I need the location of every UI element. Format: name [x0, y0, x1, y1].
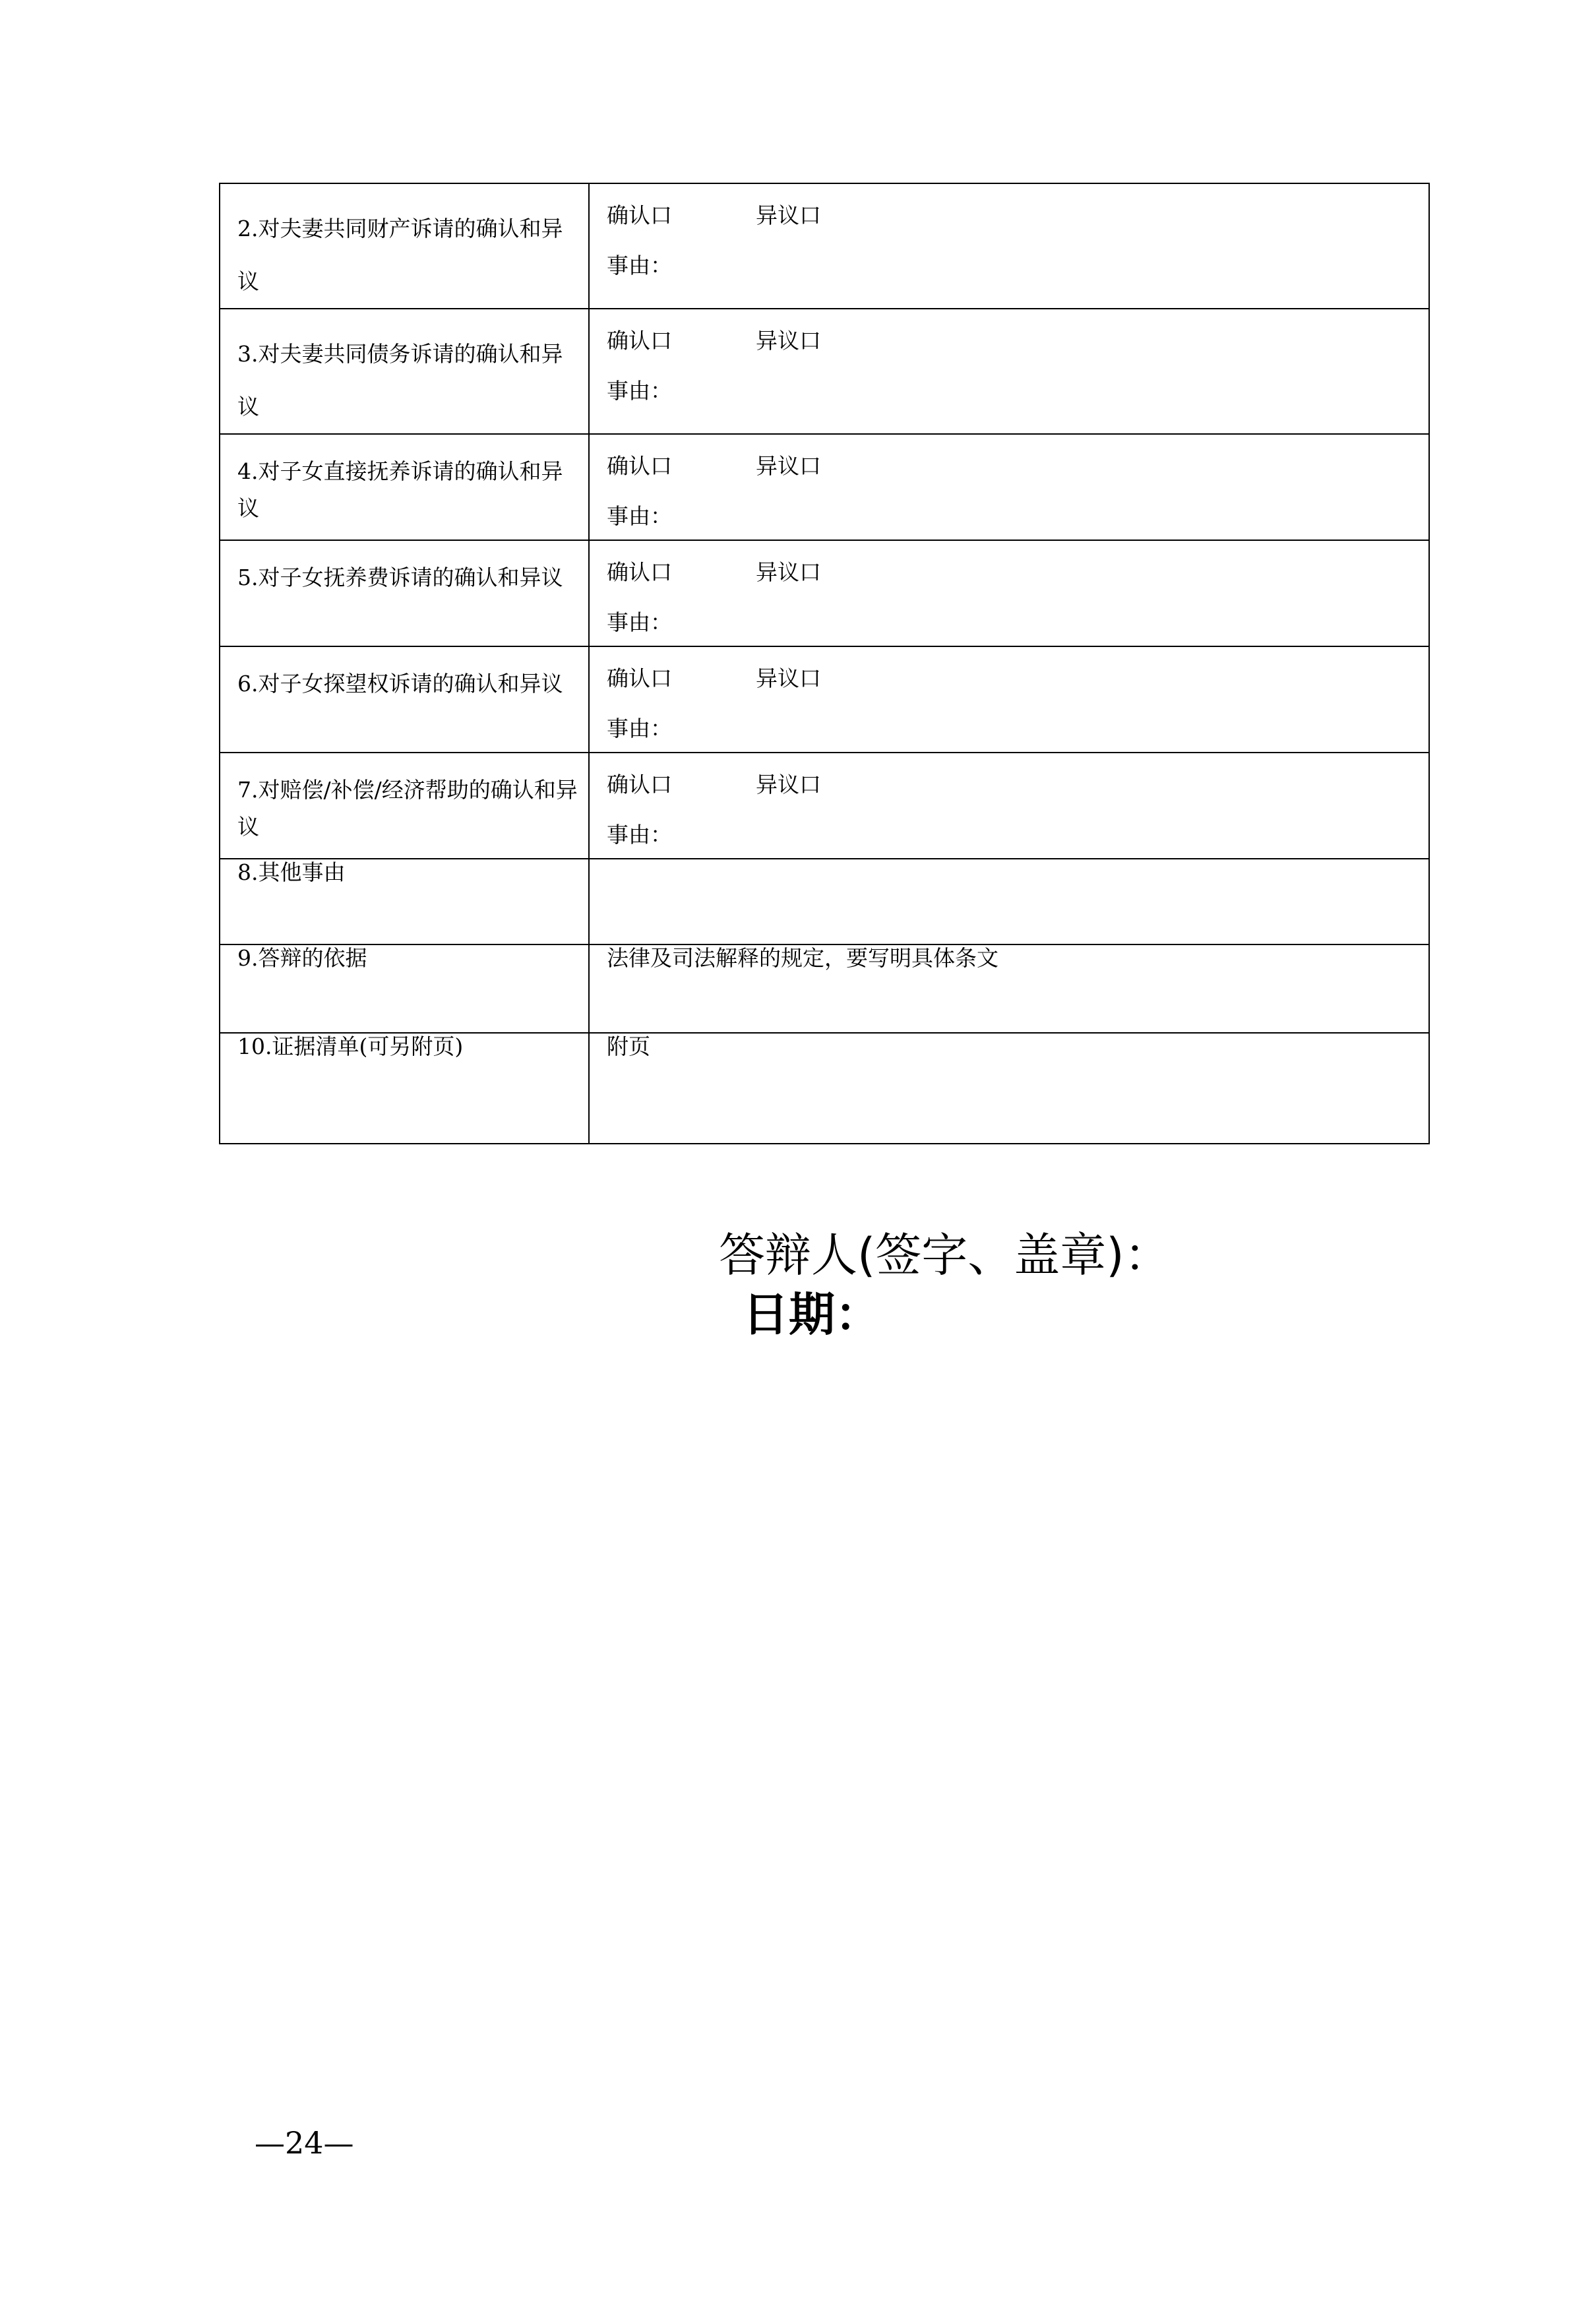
reason-field[interactable]: 事由： [607, 822, 672, 848]
other-reason-field[interactable] [589, 859, 1429, 944]
confirm-checkbox[interactable]: 确认口 [607, 202, 672, 228]
table-row [220, 183, 1429, 309]
reason-field[interactable]: 事由： [607, 378, 672, 404]
evidence-list-field[interactable] [589, 1033, 1429, 1144]
row-answer-cell [589, 309, 1429, 434]
reason-field[interactable]: 事由： [607, 503, 672, 529]
table-row [220, 944, 1429, 1033]
row-label: 3.对夫妻共同债务诉请的确认和异议 [237, 341, 563, 419]
object-checkbox[interactable]: 异议口 [756, 772, 821, 797]
row-label: 2.对夫妻共同财产诉请的确认和异议 [237, 216, 563, 294]
reason-field[interactable]: 事由： [607, 716, 672, 741]
row-label-cell [220, 1033, 589, 1144]
confirm-checkbox[interactable]: 确认口 [607, 665, 672, 691]
table-row [220, 646, 1429, 753]
row-answer-cell [589, 183, 1429, 309]
signature-block [719, 1225, 1171, 1344]
signer-line[interactable]: 答辩人(签字、盖章)： [719, 1228, 1171, 1282]
object-checkbox[interactable]: 异议口 [756, 453, 821, 479]
row-answer-cell [589, 753, 1429, 859]
row-label: 9.答辩的依据 [237, 945, 367, 971]
row-label-cell [220, 183, 589, 309]
object-checkbox[interactable]: 异议口 [756, 202, 821, 228]
confirm-checkbox[interactable]: 确认口 [607, 328, 672, 354]
defense-form-table [219, 183, 1430, 1144]
row-label-cell [220, 309, 589, 434]
row-label: 4.对子女直接抚养诉请的确认和异议 [237, 458, 563, 521]
row-label: 5.对子女抚养费诉请的确认和异议 [237, 565, 563, 590]
object-checkbox[interactable]: 异议口 [756, 328, 821, 354]
table-row [220, 1033, 1429, 1144]
confirm-checkbox[interactable]: 确认口 [607, 772, 672, 797]
table-row [220, 309, 1429, 434]
table-row [220, 540, 1429, 646]
row-label: 6.对子女探望权诉请的确认和异议 [237, 671, 563, 696]
row-label-cell [220, 944, 589, 1033]
row-answer-cell [589, 540, 1429, 646]
row-label: 10.证据清单(可另附页) [237, 1034, 464, 1059]
table-row [220, 753, 1429, 859]
evidence-list-text: 附页 [607, 1034, 650, 1059]
defense-basis-field[interactable] [589, 944, 1429, 1033]
object-checkbox[interactable]: 异议口 [756, 665, 821, 691]
row-label: 8.其他事由 [237, 859, 346, 885]
table-row [220, 859, 1429, 944]
row-label-cell [220, 434, 589, 540]
defense-basis-text: 法律及司法解释的规定，要写明具体条文 [607, 945, 998, 971]
confirm-checkbox[interactable]: 确认口 [607, 559, 672, 585]
object-checkbox[interactable]: 异议口 [756, 559, 821, 585]
row-answer-cell [589, 646, 1429, 753]
row-label-cell [220, 753, 589, 859]
row-label-cell [220, 646, 589, 753]
reason-field[interactable]: 事由： [607, 253, 672, 278]
page-number: —24— [255, 2125, 354, 2161]
reason-field[interactable]: 事由： [607, 609, 672, 635]
row-label: 7.对赔偿/补偿/经济帮助的确认和异议 [237, 777, 578, 840]
row-label-cell [220, 859, 589, 944]
confirm-checkbox[interactable]: 确认口 [607, 453, 672, 479]
table-row [220, 434, 1429, 540]
row-answer-cell [589, 434, 1429, 540]
row-label-cell [220, 540, 589, 646]
date-line[interactable]: 日期： [743, 1287, 881, 1342]
